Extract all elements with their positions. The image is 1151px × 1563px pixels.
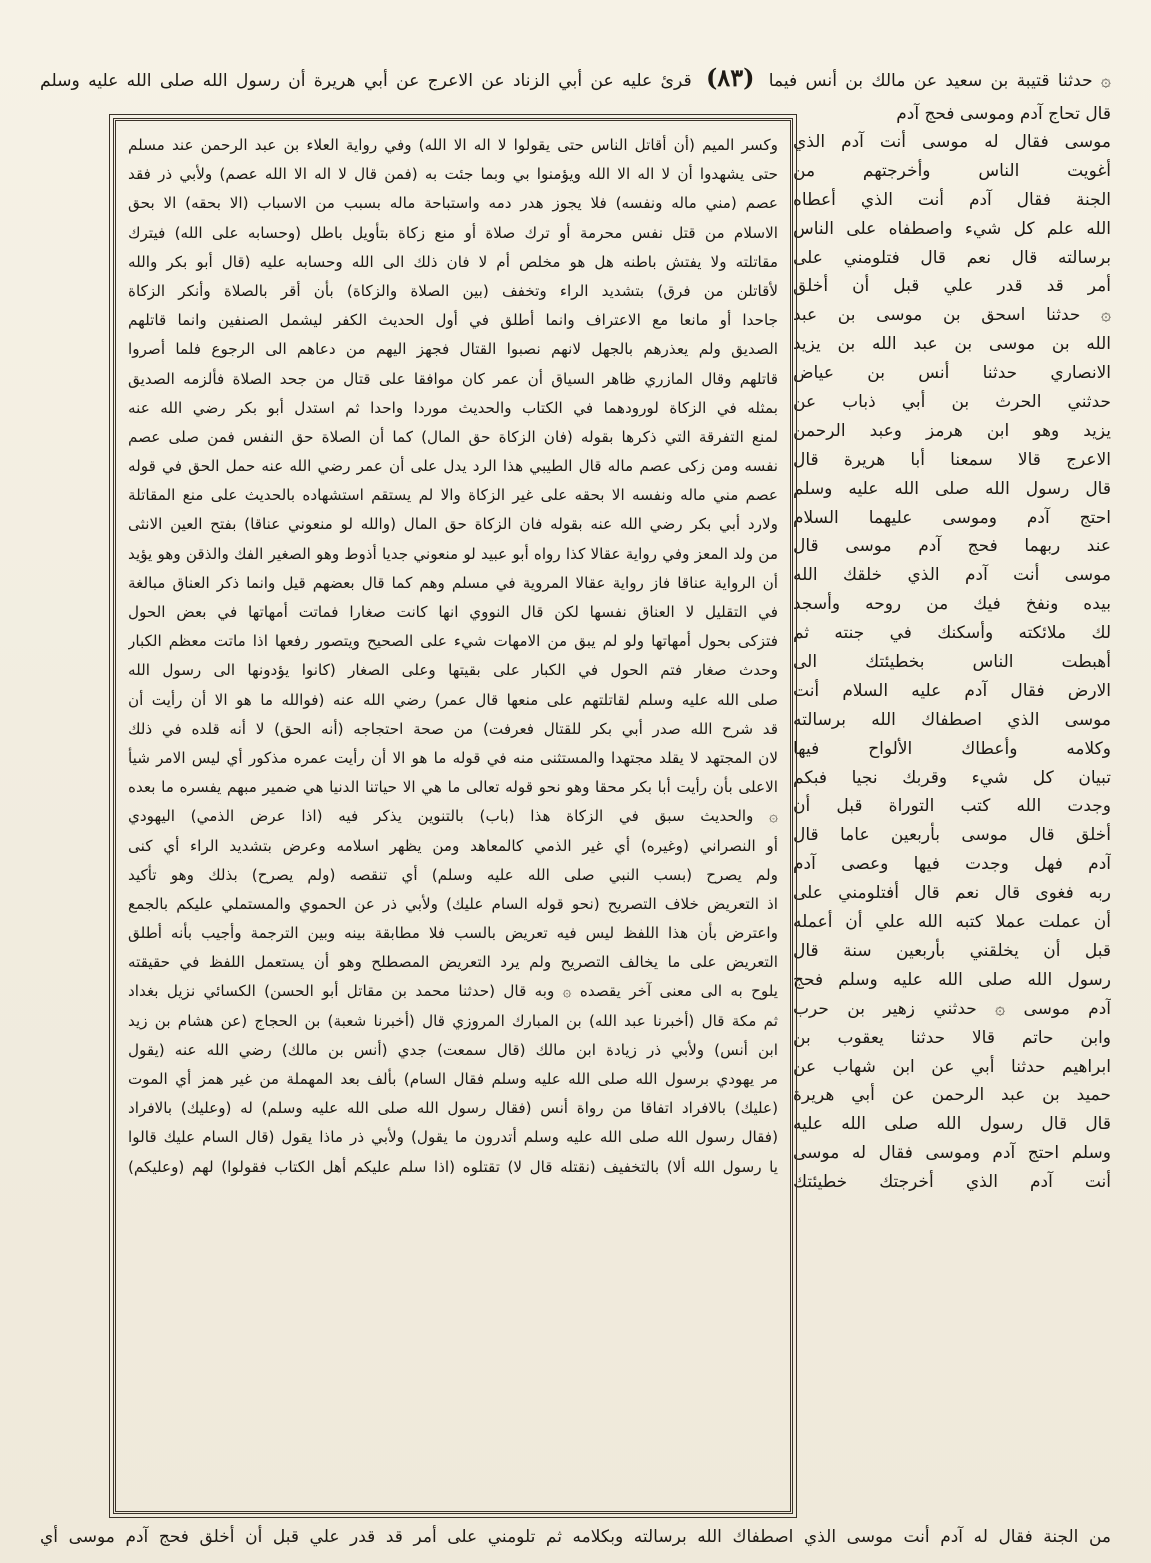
main-text-line: وابن حاتم قالا حدثنا يعقوب بن xyxy=(793,1027,1111,1048)
main-text-line: الارض فقال آدم عليه السلام أنت xyxy=(793,680,1111,701)
main-text-line: قال رسول الله صلى الله عليه وسلم xyxy=(793,478,1111,499)
commentary-line: وحدث صغار فتم الحول في الكبار على بقيتها وعلى الصغار (كانوا يؤدونها الى رسول الله xyxy=(128,661,778,680)
commentary-line: الاعلى بأن رأيت أبا بكر محقا وهو نحو قوله تعالى ما هي الا حياتنا الدنيا هي ضمير مبهم يفسره ما بعده xyxy=(128,778,778,797)
main-text-line: وكلامه وأعطاك الألواح فيها xyxy=(793,738,1111,759)
bottom-line: من الجنة فقال له آدم أنت موسى الذي اصطفاك الله برسالته وبكلامه ثم تلومني على أمر قد قدر علي قبل أن أخلق فحج آدم موسى أي xyxy=(40,1527,1111,1547)
commentary-line: فتزكى بحول أمهاتها ولو لم يبق من الامهات شيء على الصحيح ويتصور رفعها اذا ماتت معظم الكبار xyxy=(128,632,778,651)
main-text-line: أهبطت الناس بخطيئتك الى xyxy=(793,652,1111,673)
main-text-line: موسى فقال له موسى أنت آدم الذي xyxy=(793,132,1111,152)
commentary-box xyxy=(113,118,793,1514)
commentary-line: ۞ والحديث سبق في الزكاة هذا (باب) بالتنوين يذكر فيه (اذا عرض الذمي) اليهودي xyxy=(128,807,778,826)
commentary-line: عصم مني ماله ونفسه الا بحقه على غير الزكاة والا لم يستقم استشهاده بالحديث على منع المقاتلة xyxy=(128,486,778,505)
commentary-line: مقاتلته ولا يفتش باطنه هل هو مخلص أم لا فان ذلك الى الله وحسابه عليه (قال أبو بكر والله xyxy=(128,252,778,271)
commentary-line: لمنع التفرقة التي ذكرها بقوله (فان الزكاة حق المال) كما أن الصلاة حق النفس فمن صلى عصم xyxy=(128,427,778,446)
header-second-line: قال تحاج آدم وموسى فحج آدم xyxy=(896,104,1111,124)
main-text-line: يزيد وهو ابن هرمز وعبد الرحمن xyxy=(793,420,1111,441)
commentary-line: صلى الله عليه وسلم لقاتلتهم على منعها قال عمر) رضي الله عنه (فوالله ما هو الا أن رأيت أن xyxy=(128,690,778,709)
commentary-line: الصديق ولم يعذرهم بالجهل لانهم نصبوا القتال فجهز اليهم من دعاهم الى الرجوع فلما أصروا xyxy=(128,340,778,359)
commentary-line: ثم مكة قال (أخبرنا عبد الله) بن المبارك المروزي قال (أخبرنا شعبة) بن الحجاج (عن هشام بن زيد xyxy=(128,1011,778,1030)
header-text-after-number: قرئ عليه عن أبي الزناد عن الاعرج عن أبي هريرة أن رسول الله صلى الله عليه وسلم xyxy=(40,71,692,91)
commentary-line: في التقليل لا العناق نفسها لكن قال النووي انها كانت صغارا فماتت أمهاتها في بعض الحول xyxy=(128,603,778,621)
main-text-line: الاعرج قالا سمعنا أبا هريرة قال xyxy=(793,449,1111,470)
commentary-line: (فقال رسول الله صلى الله عليه وسلم أتدرون ما يقول) ولأبي ذر ماذا يقول (قال السام عليك قالوا xyxy=(128,1128,778,1147)
commentary-line: جاحدا أو مانعا مع الاعتراف وانما أطلق في أول الحديث الكفر ليشمل الصنفين وانما قاتلهم xyxy=(128,311,778,330)
commentary-line: ابن أنس) ولأبي ذر زيادة ابن مالك (قال سمعت) جدي (أنس بن مالك) رضي الله عنه (يقول xyxy=(128,1040,778,1059)
commentary-line: بمثله في الزكاة لورودهما في الكتاب والحديث موردا واحدا ثم استدل أبو بكر رضي الله عنه xyxy=(128,398,778,417)
main-text-line: تبيان كل شيء وقربك نجيا فبكم xyxy=(793,767,1111,788)
commentary-line: واعترض بأن هذا اللفظ ليس فيه تعريض بالسب فلا مطابقة بينه وبين الترجمة وأجيب بأنه أطلق xyxy=(128,924,778,943)
commentary-line: اذ التعريض خلاف التصريح (نحو قوله السام عليك) ولأبي ذر عن الحموي والمستملي عليكم بالجمع xyxy=(128,894,778,913)
commentary-line: يلوح به الى معنى آخر يقصده ۞ وبه قال (حدثنا محمد بن مقاتل أبو الحسن) الكسائي نزيل بغداد xyxy=(128,982,778,1001)
commentary-line: من ولد المعز وفي رواية عقالا كذا رواه أبو عبيد لو منعوني جديا أذوط وهو الصغير الفك والذقن وهو يؤيد xyxy=(128,544,778,563)
page-number: (٨٣) xyxy=(705,63,755,92)
main-text-line: ابراهيم حدثنا أبي عن ابن شهاب عن xyxy=(793,1056,1111,1077)
commentary-line: وكسر الميم (أن أقاتل الناس حتى يقولوا لا اله الا الله) وفي رواية العلاء بن عبد الرحمن عند مسلم xyxy=(128,136,778,154)
main-text-line: أغويت الناس وأخرجتهم من xyxy=(793,160,1111,181)
main-text-line: ربه فغوى قال نعم قال أفتلومني على xyxy=(793,883,1111,904)
main-text-line: الله علم كل شيء واصطفاه على الناس xyxy=(793,218,1111,239)
commentary-line: أن الرواية عناقا فاز رواية عقالا المروية في مسلم وهم كما قال بعضهم قيل وانما ذكر العناق مبالغة xyxy=(128,573,778,592)
main-text-line: أنت آدم الذي أخرجتك خطيئتك xyxy=(793,1172,1111,1193)
main-text-line: الانصاري حدثنا أنس بن عياض xyxy=(793,363,1111,384)
commentary-line: قد شرح الله صدر أبي بكر للقتال فعرفت) من صحة احتجاجه (أنه الحق) لا أنه قلده في ذلك xyxy=(128,719,778,738)
main-text-line: الجنة فقال آدم أنت الذي أعطاه xyxy=(793,189,1111,210)
commentary-line: عصم (مني ماله ونفسه) فلا يجوز هدر دمه واستباحة ماله بسبب من الاسباب (الا بحقه) الا بحق xyxy=(128,194,778,213)
main-text-line: حميد بن عبد الرحمن عن أبي هريرة xyxy=(793,1085,1111,1106)
main-text-line: لك ملائكته وأسكنك في جنته ثم xyxy=(793,623,1111,644)
commentary-line: ولارد أبي بكر رضي الله عنه بقوله فان الزكاة حق المال (والله لو منعوني عناقا) بفتح العين الانثى xyxy=(128,515,778,534)
main-text-line: موسى الذي اصطفاك الله برسالته xyxy=(793,709,1111,730)
header-line xyxy=(40,58,1111,98)
main-text-line: قال قال رسول الله صلى الله عليه xyxy=(793,1114,1111,1135)
main-text-line: أن عملت عملا كتبه الله علي أن أعمله xyxy=(793,912,1111,933)
main-text-line: آدم موسى ۞ حدثني زهير بن حرب xyxy=(793,998,1111,1019)
commentary-line: مر يهودي برسول الله صلى الله عليه وسلم فقال السام) بألف بعد المهملة من غير همز أي الموت xyxy=(128,1070,778,1088)
main-text-line: حدثني الحرث بن أبي ذباب عن xyxy=(793,392,1111,413)
main-text-column xyxy=(793,128,1111,1513)
header-text-before-number: ۞ حدثنا قتيبة بن سعيد عن مالك بن أنس فيما xyxy=(768,71,1111,91)
commentary-line: (عليك) بالافراد اتفاقا من رواة أنس (فقال رسول الله صلى الله عليه وسلم) له (وعليك) بالافراد xyxy=(128,1099,778,1118)
main-text-line: آدم فهل وجدت فيها وعصى آدم xyxy=(793,854,1111,875)
main-text-line: برسالته قال نعم قال فتلومني على xyxy=(793,247,1111,268)
main-text-line: احتج آدم وموسى عليهما السلام xyxy=(793,507,1111,528)
main-text-line: ۞ حدثنا اسحق بن موسى بن عبد xyxy=(793,305,1111,326)
main-text-line: بيده ونفخ فيك من روحه وأسجد xyxy=(793,594,1111,615)
main-text-line: عند ربهما فحج آدم موسى قال xyxy=(793,536,1111,557)
main-text-line: وجدت الله كتب التوراة قبل أن xyxy=(793,796,1111,817)
main-text-line: قبل أن يخلقني بأربعين سنة قال xyxy=(793,940,1111,961)
commentary-line: أو النصراني (وغيره) أي غير الذمي كالمعاهد ومن يظهر اسلامه وعرض بتشديد الراء أي كنى xyxy=(128,836,778,855)
main-text-line: الله بن موسى بن عبد الله بن يزيد xyxy=(793,334,1111,355)
main-text-line: وسلم احتج آدم وموسى فقال له موسى xyxy=(793,1143,1111,1164)
commentary-line: ولم يصرح (بسب النبي صلى الله عليه وسلم) أي تنقصه (ولم يصرح) بذلك وهو تأكيد xyxy=(128,865,778,884)
commentary-line: حتى يشهدوا أن لا اله الا الله ويؤمنوا بي وبما جئت به (فمن قال لا اله الا الله عصم) ولأبي ذر فقد xyxy=(128,165,778,184)
commentary-line: نفسه ومن زكى عصم ماله قال الطيبي هذا الرد يدل على أن عمر رضي الله عنه حمل الحق في قوله xyxy=(128,457,778,476)
commentary-line: التعريض على ما يخالف التصريح ولم يرد التعريض المصطلح وهو أن يستعمل اللفظ في حقيقته xyxy=(128,953,778,972)
commentary-line: لان المجتهد لا يقلد مجتهدا والمستثنى منه في قوله ما هو الا أن رأيت عمره مذكور أي ليس الامر شيأ xyxy=(128,748,778,767)
commentary-line: قاتلهم وقال المازري ظاهر السياق أن عمر كان موافقا على قتال من جحد الصلاة فألزمه الصديق xyxy=(128,369,778,388)
main-text-line: أمر قد قدر علي قبل أن أخلق xyxy=(793,276,1111,297)
commentary-line: يا رسول الله ألا) بالتخفيف (نقتله قال لا) تقتلوه (اذا سلم عليكم أهل الكتاب فقولوا) لهم (وعليكم) xyxy=(128,1157,778,1176)
commentary-line: لأقاتلن من فرق) بتشديد الراء وتخفف (بين الصلاة والزكاة) بأن أقر بالصلاة وأنكر الزكاة xyxy=(128,281,778,300)
main-text-line: أخلق قال موسى بأربعين عاما قال xyxy=(793,825,1111,846)
main-text-line: موسى أنت آدم الذي خلقك الله xyxy=(793,565,1111,586)
commentary-line: الاسلام من قتل نفس محرمة أو ترك صلاة أو منع زكاة بتأويل باطل (وحسابه على الله) فيترك xyxy=(128,223,778,242)
main-text-line: رسول الله صلى الله عليه وسلم فحج xyxy=(793,969,1111,990)
